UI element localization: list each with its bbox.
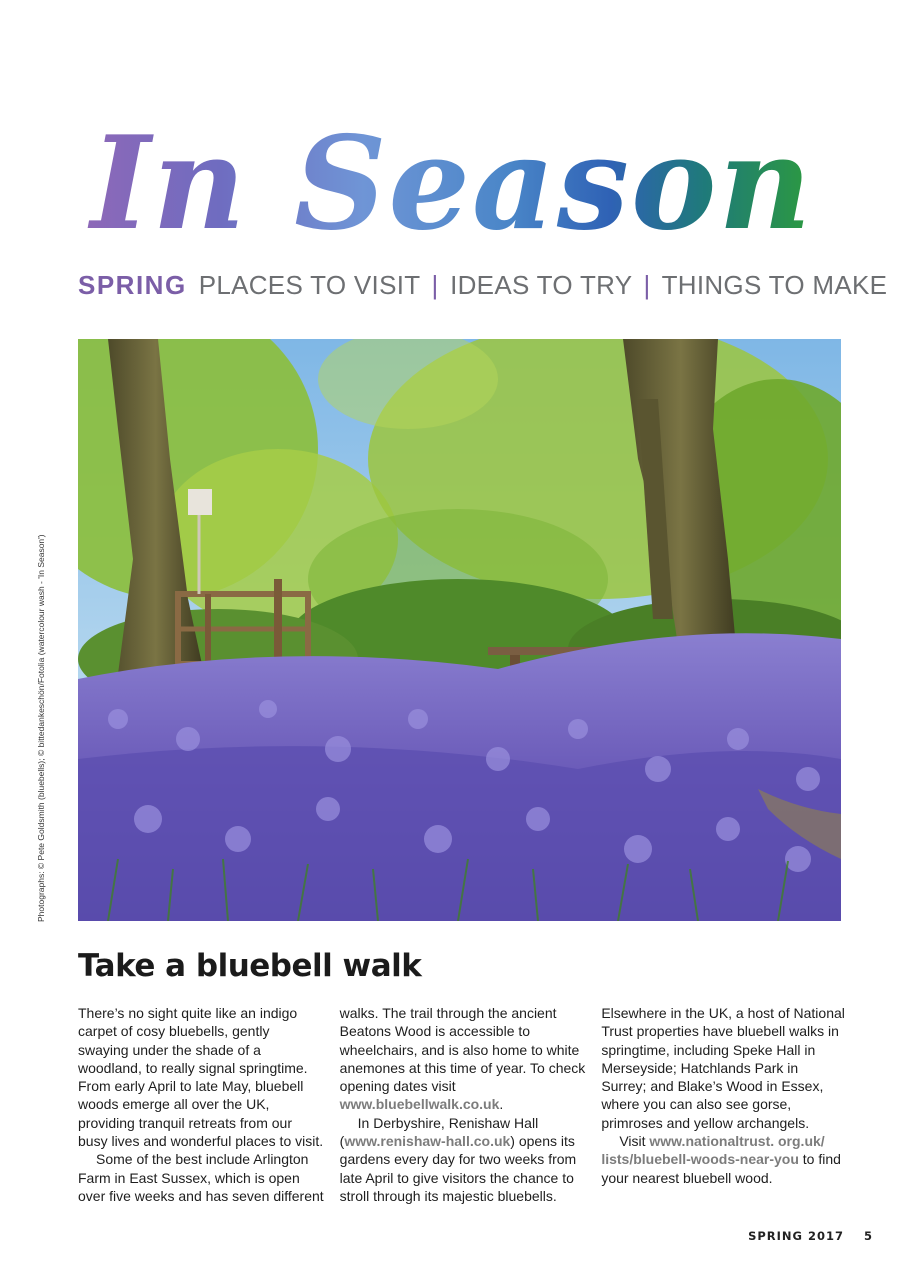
article-paragraph: There’s no sight quite like an indigo carpet of cosy bluebells, gently swaying under the shade of a woodland, to really signal springtime. From early April to late May, bluebell woods emerge all over the UK, providing tranquil retreats from our busy lives and wonderful places to visit. <box>78 1005 324 1150</box>
national-trust-link[interactable]: www.nationaltrust. org.uk/ lists/bluebell-woods-near-you <box>601 1133 825 1168</box>
separator: | <box>643 270 651 300</box>
bluebell-woods-photo <box>78 339 841 921</box>
section-subhead <box>78 270 888 301</box>
masthead-title: In Season <box>90 109 814 259</box>
page-footer <box>748 1229 873 1243</box>
paragraph-text: Some of the best include Arlington Farm in East Sussex, which is open over five weeks and has seven different walks. The trail through the ancient Beatons Wood is accessible to wheelchairs, and is also home to white anemones at this time of year. To check opening dates visit <box>78 1005 586 1204</box>
bluebellwalk-link[interactable]: www.bluebellwalk.co.uk <box>339 1096 500 1113</box>
article-headline: Take a bluebell walk <box>78 948 422 984</box>
bluebell-woods-image <box>78 339 841 921</box>
paragraph-text: In Derbyshire, Renishaw Hall ( <box>339 1114 539 1150</box>
paragraph-text: to find your nearest bluebell wood. <box>601 1151 841 1186</box>
paragraph-text: ) opens its gardens every day for two weeks from late April to give visitors the chance to stroll through its majestic bluebells. Elsewhere in the UK, a host of National Trust properties have bluebell walks in springtime, including Speke Hall in Merseyside; Hatchlands Park in Surrey; and Blake’s Wood in Essex, where you can also see gorse, primroses and yellow archangels. <box>339 1005 845 1204</box>
paragraph-text: Visit <box>619 1133 646 1150</box>
masthead <box>0 100 905 260</box>
article-paragraph <box>601 1132 847 1187</box>
separator: | <box>431 270 439 300</box>
masthead-title-art <box>0 100 905 260</box>
page-number: 5 <box>863 1229 873 1243</box>
section-places: PLACES TO VISIT <box>198 270 420 300</box>
photo-credit: Photographs: © Pete Goldsmith (bluebells); © bittedankeschön/Fotolia (watercolour wash - 'In Season') <box>36 534 46 922</box>
paragraph-text: . <box>499 1096 504 1113</box>
article-body <box>78 1004 847 1214</box>
season-label: SPRING <box>78 270 187 300</box>
section-ideas: IDEAS TO TRY <box>450 270 632 300</box>
section-make: THINGS TO MAKE <box>661 270 888 300</box>
issue-label: SPRING 2017 <box>748 1229 844 1243</box>
renishaw-link[interactable]: www.renishaw-hall.co.uk <box>344 1133 511 1150</box>
